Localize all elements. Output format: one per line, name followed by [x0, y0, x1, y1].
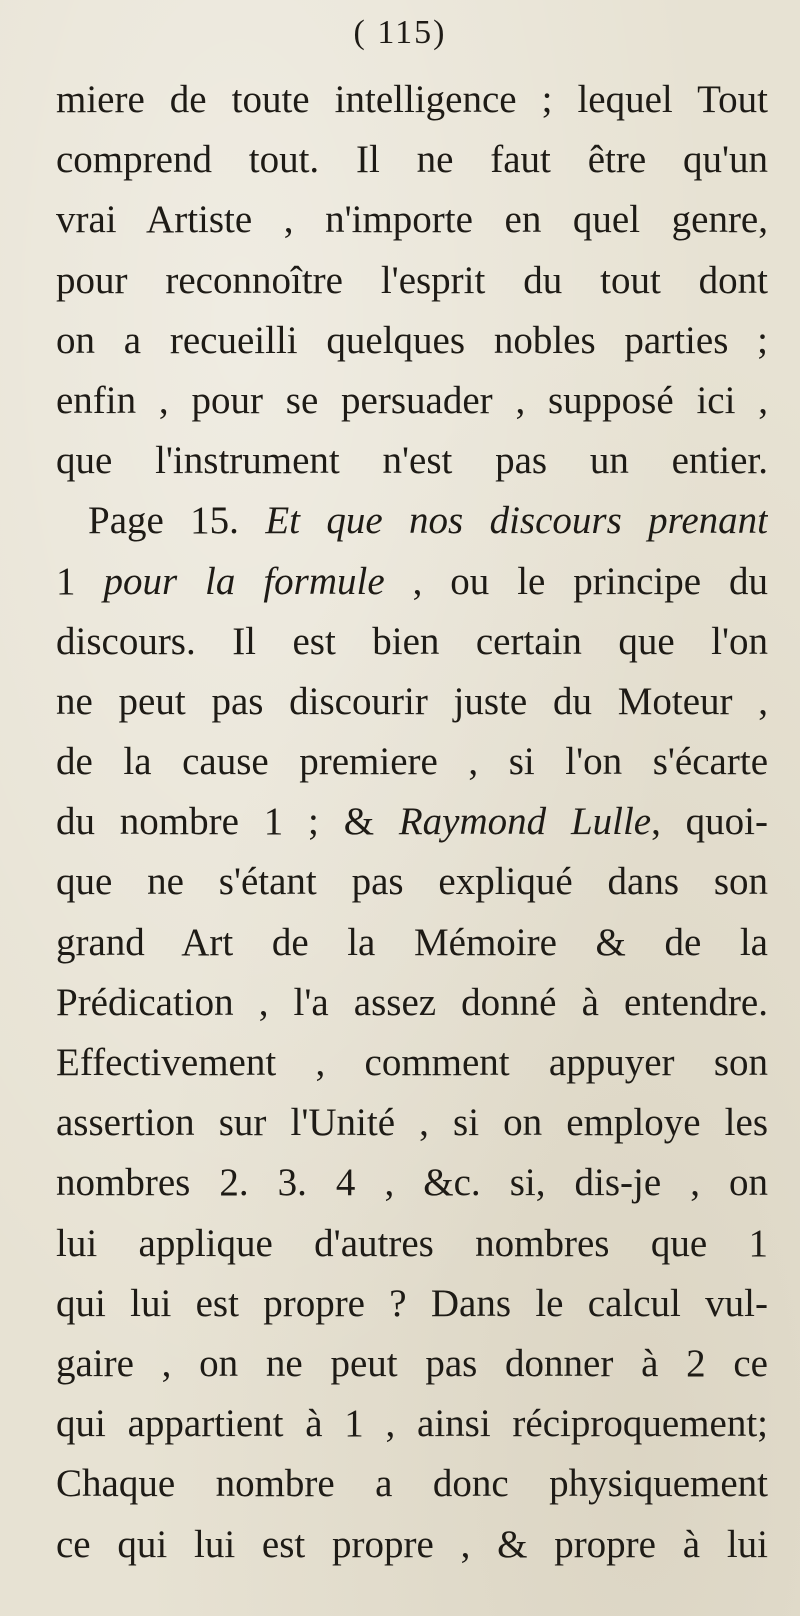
- text-line: [56, 491, 768, 551]
- line-text: grand Art de la Mémoire & de la: [56, 920, 768, 964]
- line-text: qui lui est propre ? Dans le calcul vul-: [56, 1281, 768, 1325]
- body-text: [56, 70, 768, 1575]
- line-text: lui applique d'autres nombres que 1: [56, 1221, 768, 1265]
- text-line: [56, 70, 768, 130]
- text-line: [56, 1033, 768, 1093]
- person-name: Raymond Lulle: [398, 800, 652, 844]
- text-line: [56, 431, 768, 491]
- line-text: , ou le principe du: [384, 559, 768, 603]
- line-text: discours. Il est bien certain que l'on: [56, 619, 768, 663]
- text-line: [56, 371, 768, 431]
- text-line: [56, 1093, 768, 1153]
- line-text: , quoi-: [651, 800, 768, 844]
- text-line: [56, 852, 768, 912]
- line-text: de la cause premiere , si l'on s'écarte: [56, 740, 768, 784]
- text-line: [56, 1515, 768, 1575]
- line-text: Chaque nombre a donc physiquement: [56, 1462, 768, 1506]
- quoted-phrase: pour la formule: [103, 559, 385, 603]
- line-text: assertion sur l'Unité , si on employe les: [56, 1101, 768, 1145]
- text-line: [56, 1394, 768, 1454]
- line-text: nombres 2. 3. 4 , &c. si, dis-je , on: [56, 1161, 768, 1205]
- line-text: comprend tout. Il ne faut être qu'un: [56, 138, 768, 182]
- text-line: [56, 251, 768, 311]
- line-text: Effectivement , comment appuyer son: [56, 1041, 768, 1084]
- text-line: [56, 612, 768, 672]
- text-line: [56, 1214, 768, 1274]
- text-line: [56, 792, 768, 852]
- line-text: enfin , pour se persuader , supposé ici ,: [56, 378, 768, 422]
- line-text: qui appartient à 1 , ainsi réciproquement;: [56, 1402, 768, 1446]
- line-text: que l'instrument n'est pas un entier.: [56, 439, 768, 483]
- line-text: Prédication , l'a assez donné à entendre.: [56, 980, 768, 1024]
- line-text: du nombre 1 ; &: [56, 800, 399, 844]
- page-reference: Page 15.: [88, 499, 266, 543]
- text-line: [56, 130, 768, 190]
- line-text: gaire , on ne peut pas donner à 2 ce: [56, 1341, 768, 1385]
- text-line: [56, 672, 768, 732]
- line-text: ne peut pas discourir juste du Moteur ,: [56, 679, 768, 723]
- text-line: [56, 190, 768, 250]
- text-line: [56, 913, 768, 973]
- text-line: [56, 1153, 768, 1213]
- text-line: [56, 552, 768, 612]
- text-line: [56, 732, 768, 792]
- text-line: [56, 1274, 768, 1334]
- line-text: miere de toute intelligence ; lequel Tout: [56, 78, 768, 121]
- line-text: vrai Artiste , n'importe en quel genre,: [56, 198, 768, 242]
- page-number: ( 115): [353, 14, 447, 51]
- quoted-phrase: Et que nos discours prenant: [265, 499, 768, 543]
- text-line: [56, 1334, 768, 1394]
- text-line: [56, 973, 768, 1033]
- text-line: [56, 1454, 768, 1514]
- line-text: on a recueilli quelques nobles parties ;: [56, 318, 768, 362]
- text-line: [56, 311, 768, 371]
- line-text: ce qui lui est propre , & propre à lui: [56, 1522, 768, 1566]
- line-text: pour reconnoître l'esprit du tout dont: [56, 258, 768, 302]
- line-text: 1: [56, 559, 104, 603]
- line-text: que ne s'étant pas expliqué dans son: [56, 860, 768, 904]
